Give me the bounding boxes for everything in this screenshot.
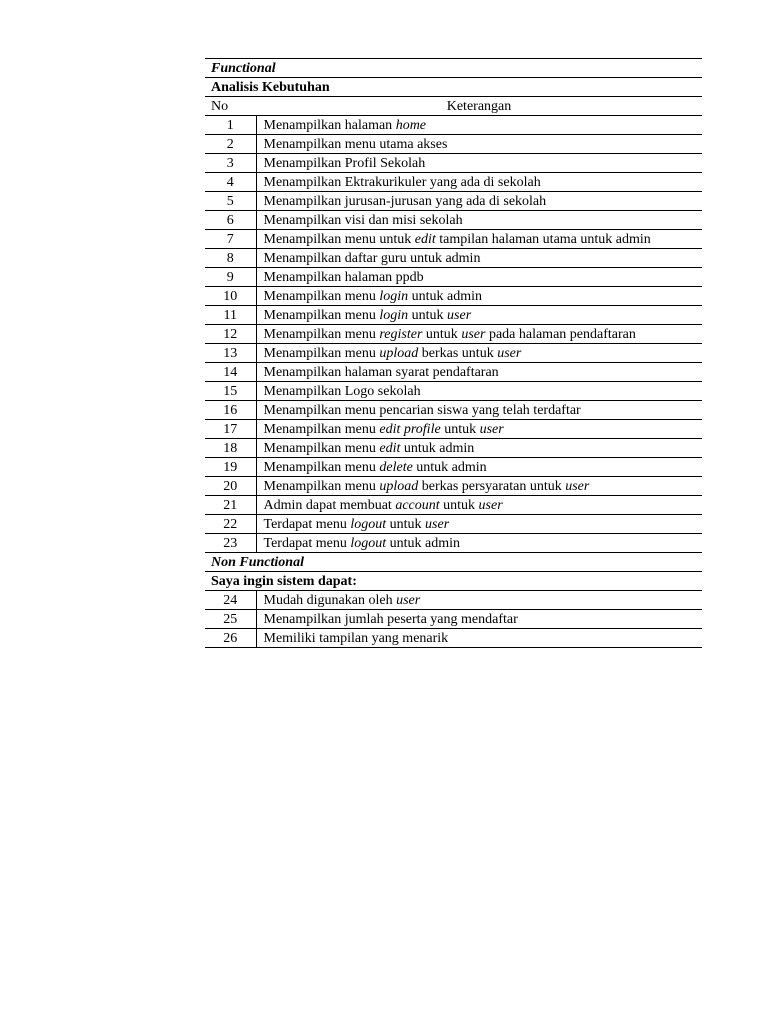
row-description <box>256 439 702 458</box>
table-row <box>205 534 702 553</box>
text-segment: pada halaman pendaftaran <box>485 326 636 342</box>
table-row <box>205 135 702 154</box>
nonfunctional-sub-row <box>205 572 702 591</box>
row-number: 3 <box>205 154 256 173</box>
row-description <box>256 458 702 477</box>
row-number: 24 <box>205 591 256 610</box>
row-description <box>256 249 702 268</box>
text-segment: untuk <box>408 307 448 323</box>
text-segment: Menampilkan menu untuk <box>263 231 415 247</box>
nonfunctional-header-row <box>205 553 702 572</box>
text-segment: Menampilkan menu <box>263 440 380 456</box>
row-description <box>256 401 702 420</box>
table-row <box>205 477 702 496</box>
table-row <box>205 154 702 173</box>
table-row <box>205 173 702 192</box>
table-row <box>205 344 702 363</box>
row-number: 10 <box>205 287 256 306</box>
text-segment: Menampilkan menu <box>263 421 380 437</box>
italic-term: register <box>379 326 423 342</box>
column-header-no: No <box>211 98 229 114</box>
text-segment: Terdapat menu <box>263 516 351 532</box>
italic-term: home <box>395 117 427 133</box>
text-segment: Menampilkan halaman syarat pendaftaran <box>263 364 499 380</box>
text-segment: Admin dapat membuat <box>263 497 396 513</box>
italic-term: logout <box>350 516 387 532</box>
row-number: 13 <box>205 344 256 363</box>
text-segment: Menampilkan menu <box>263 326 380 342</box>
text-segment: untuk admin <box>408 288 483 304</box>
row-number: 26 <box>205 629 256 648</box>
table-row <box>205 192 702 211</box>
italic-term: delete <box>379 459 413 475</box>
row-description <box>256 420 702 439</box>
table-row <box>205 496 702 515</box>
text-segment: Memiliki tampilan yang menarik <box>263 630 449 646</box>
row-number: 11 <box>205 306 256 325</box>
row-number: 16 <box>205 401 256 420</box>
row-description <box>256 135 702 154</box>
row-number: 12 <box>205 325 256 344</box>
row-description <box>256 287 702 306</box>
functional-header-row <box>205 59 702 78</box>
table-row <box>205 230 702 249</box>
row-number: 9 <box>205 268 256 287</box>
row-description <box>256 116 702 135</box>
text-segment: untuk admin <box>386 535 461 551</box>
italic-term: login <box>379 307 409 323</box>
column-header-row <box>205 97 702 116</box>
text-segment: Menampilkan menu <box>263 459 380 475</box>
table-row <box>205 382 702 401</box>
row-description <box>256 268 702 287</box>
row-description <box>256 610 702 629</box>
table-row <box>205 420 702 439</box>
row-number: 2 <box>205 135 256 154</box>
italic-term: account <box>395 497 440 513</box>
text-segment: Menampilkan halaman ppdb <box>263 269 424 285</box>
row-number: 14 <box>205 363 256 382</box>
row-number: 23 <box>205 534 256 553</box>
analysis-header-row <box>205 78 702 97</box>
italic-term: logout <box>350 535 387 551</box>
table-row <box>205 116 702 135</box>
text-segment: Menampilkan jurusan-jurusan yang ada di sekolah <box>263 193 547 209</box>
italic-term: user <box>396 592 421 608</box>
table-row <box>205 515 702 534</box>
italic-term: user <box>479 421 504 437</box>
italic-term: user <box>461 326 486 342</box>
row-number: 4 <box>205 173 256 192</box>
table-row <box>205 287 702 306</box>
italic-term: user <box>447 307 472 323</box>
text-segment: Menampilkan menu <box>263 345 380 361</box>
text-segment: Menampilkan Logo sekolah <box>263 383 421 399</box>
row-number: 20 <box>205 477 256 496</box>
row-number: 5 <box>205 192 256 211</box>
analysis-label: Analisis Kebutuhan <box>211 79 330 95</box>
row-number: 19 <box>205 458 256 477</box>
italic-term: upload <box>379 478 419 494</box>
text-segment: Menampilkan jumlah peserta yang mendaftar <box>263 611 518 627</box>
row-number: 21 <box>205 496 256 515</box>
row-description <box>256 591 702 610</box>
text-segment: Menampilkan daftar guru untuk admin <box>263 250 481 266</box>
text-segment: Menampilkan Profil Sekolah <box>263 155 426 171</box>
row-description <box>256 173 702 192</box>
text-segment: Menampilkan halaman <box>263 117 396 133</box>
row-number: 1 <box>205 116 256 135</box>
text-segment: Menampilkan menu pencarian siswa yang telah terdaftar <box>263 402 581 418</box>
text-segment: Menampilkan visi dan misi sekolah <box>263 212 463 228</box>
table-row <box>205 325 702 344</box>
italic-term: edit <box>414 231 436 247</box>
row-number: 18 <box>205 439 256 458</box>
row-description <box>256 629 702 648</box>
row-number: 25 <box>205 610 256 629</box>
nonfunctional-label: Non Functional <box>211 554 304 570</box>
row-number: 8 <box>205 249 256 268</box>
text-segment: Menampilkan menu utama akses <box>263 136 448 152</box>
table-row <box>205 458 702 477</box>
text-segment: untuk <box>422 326 462 342</box>
row-description <box>256 154 702 173</box>
row-description <box>256 325 702 344</box>
table-row <box>205 591 702 610</box>
row-description <box>256 211 702 230</box>
text-segment: Mudah digunakan oleh <box>263 592 397 608</box>
table-row <box>205 211 702 230</box>
row-description <box>256 363 702 382</box>
text-segment: Terdapat menu <box>263 535 351 551</box>
requirements-table-body <box>205 59 702 648</box>
row-description <box>256 344 702 363</box>
nonfunctional-sub: Saya ingin sistem dapat: <box>211 573 357 589</box>
table-row <box>205 439 702 458</box>
row-description <box>256 230 702 249</box>
row-description <box>256 306 702 325</box>
row-description <box>256 515 702 534</box>
table-row <box>205 306 702 325</box>
italic-term: edit <box>379 440 401 456</box>
row-number: 22 <box>205 515 256 534</box>
table-row <box>205 363 702 382</box>
italic-term: edit profile <box>379 421 441 437</box>
text-segment: Menampilkan menu <box>263 478 380 494</box>
text-segment: Menampilkan menu <box>263 288 380 304</box>
row-description <box>256 382 702 401</box>
row-description <box>256 477 702 496</box>
text-segment: tampilan halaman utama untuk admin <box>435 231 651 247</box>
row-description <box>256 496 702 515</box>
table-row <box>205 629 702 648</box>
text-segment: untuk <box>386 516 426 532</box>
row-description <box>256 534 702 553</box>
text-segment: berkas untuk <box>418 345 498 361</box>
text-segment: berkas persyaratan untuk <box>418 478 566 494</box>
requirements-table <box>205 58 702 648</box>
table-row <box>205 268 702 287</box>
text-segment: Menampilkan menu <box>263 307 380 323</box>
text-segment: untuk <box>439 497 479 513</box>
table-row <box>205 610 702 629</box>
text-segment: untuk <box>440 421 480 437</box>
italic-term: upload <box>379 345 419 361</box>
text-segment: untuk admin <box>412 459 487 475</box>
text-segment: Menampilkan Ektrakurikuler yang ada di sekolah <box>263 174 541 190</box>
italic-term: user <box>497 345 522 361</box>
functional-label: Functional <box>211 60 276 76</box>
italic-term: login <box>379 288 409 304</box>
text-segment: untuk admin <box>400 440 475 456</box>
italic-term: user <box>425 516 450 532</box>
column-header-keterangan: Keterangan <box>446 98 512 114</box>
italic-term: user <box>478 497 503 513</box>
row-number: 6 <box>205 211 256 230</box>
table-row <box>205 249 702 268</box>
row-number: 17 <box>205 420 256 439</box>
row-number: 15 <box>205 382 256 401</box>
table-row <box>205 401 702 420</box>
row-number: 7 <box>205 230 256 249</box>
italic-term: user <box>565 478 590 494</box>
row-description <box>256 192 702 211</box>
